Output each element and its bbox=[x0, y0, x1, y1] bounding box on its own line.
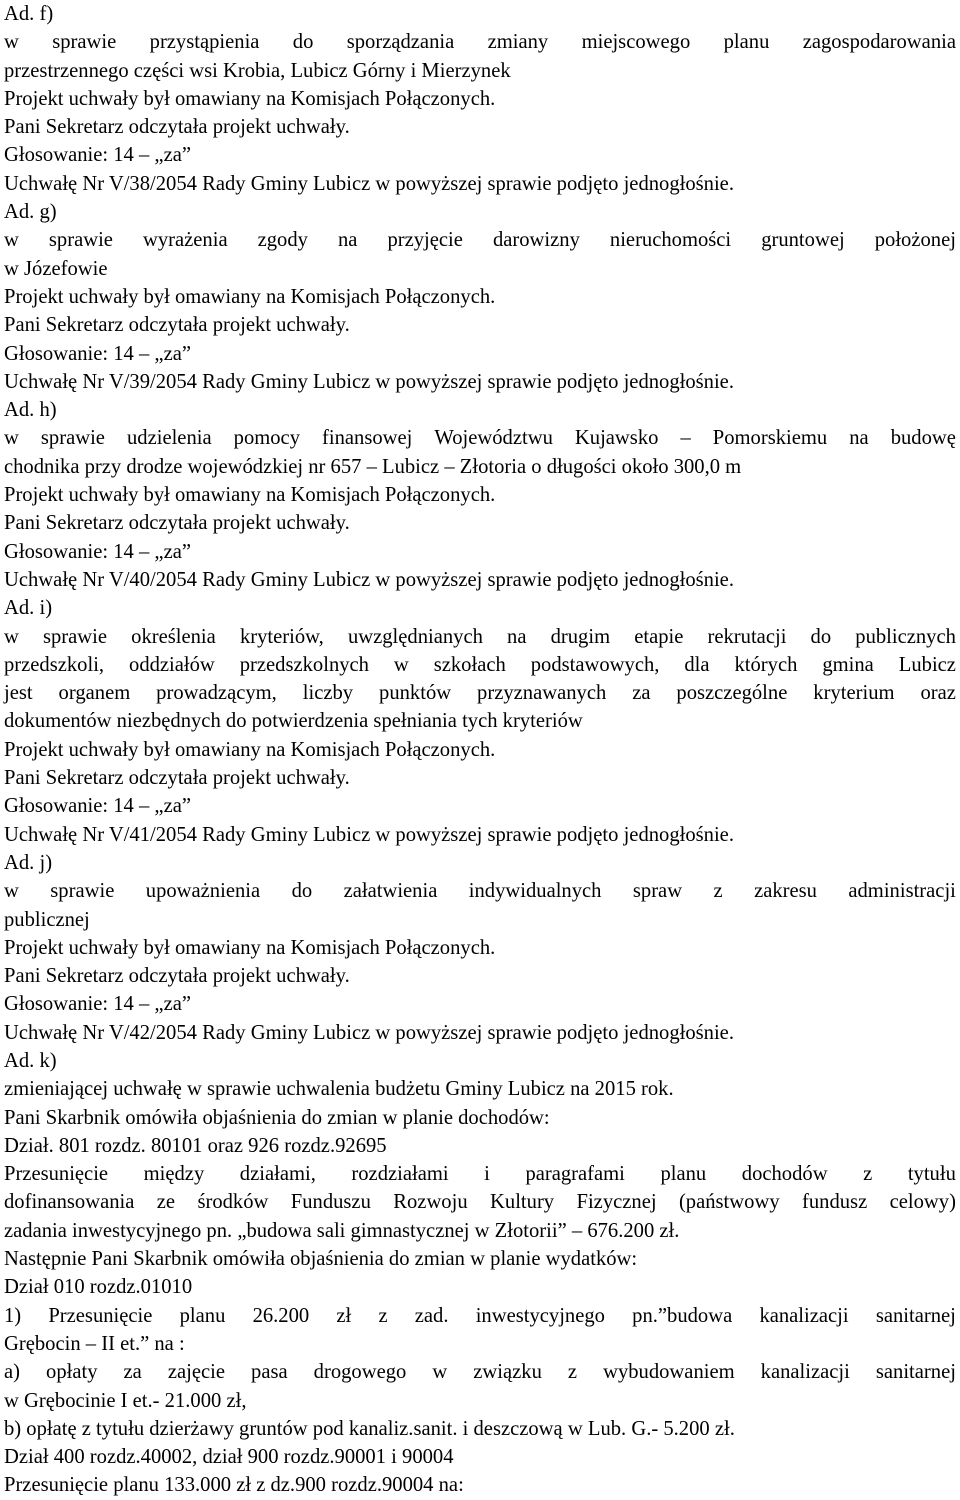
word: jest bbox=[4, 682, 33, 705]
word: w bbox=[4, 31, 19, 54]
word: określenia bbox=[131, 625, 216, 648]
agenda-item bbox=[4, 198, 956, 396]
word: 26.200 bbox=[252, 1304, 310, 1327]
agenda-item-title-line: publicznej bbox=[4, 908, 90, 931]
word: przystąpienia bbox=[149, 31, 260, 54]
word: publicznych bbox=[855, 625, 956, 648]
vote-result: Głosowanie: 14 – „za” bbox=[4, 144, 191, 167]
word: administracji bbox=[848, 880, 956, 903]
project-note: Projekt uchwały był omawiany na Komisjach Połączonych. bbox=[4, 285, 496, 308]
word: planu bbox=[723, 31, 770, 54]
word: prowadzącym, bbox=[156, 682, 277, 705]
agenda-item-title-line: chodnika przy drodze wojewódzkiej nr 657 – Lubicz – Złotoria o długości około 300,0 m bbox=[4, 455, 742, 478]
agenda-item bbox=[4, 0, 956, 198]
project-note: Projekt uchwały był omawiany na Komisjach Połączonych. bbox=[4, 738, 496, 761]
agenda-item bbox=[4, 849, 956, 1047]
vote-result: Głosowanie: 14 – „za” bbox=[4, 993, 191, 1016]
word: sprawie bbox=[43, 625, 108, 648]
word: w bbox=[4, 229, 19, 252]
project-note: Projekt uchwały był omawiany na Komisjach Połączonych. bbox=[4, 87, 496, 110]
word: finansowej bbox=[322, 427, 413, 450]
secretary-note: Pani Sekretarz odczytała projekt uchwały. bbox=[4, 314, 350, 337]
budget-text-line: Dział 010 rozdz.01010 bbox=[4, 1276, 193, 1299]
word: planu bbox=[179, 1304, 226, 1327]
vote-result: Głosowanie: 14 – „za” bbox=[4, 795, 191, 818]
budget-text-line bbox=[4, 1302, 956, 1330]
budget-text-line: zadania inwestycyjnego pn. „budowa sali gimnastycznej w Złotorii” – 676.200 zł. bbox=[4, 1219, 680, 1242]
budget-text-line: Grębocin – II et.” na : bbox=[4, 1332, 185, 1355]
word: przyznawanych bbox=[477, 682, 607, 705]
word: Województwu bbox=[434, 427, 553, 450]
word: oddziałów bbox=[129, 653, 215, 676]
word: z bbox=[863, 1163, 873, 1186]
word: gmina bbox=[822, 653, 874, 676]
word: drogowego bbox=[313, 1361, 407, 1384]
word: organem bbox=[58, 682, 131, 705]
budget-text-line: Dział. 801 rozdz. 80101 oraz 926 rozdz.92695 bbox=[4, 1134, 387, 1157]
word: zgody bbox=[257, 229, 308, 252]
secretary-note: Pani Sekretarz odczytała projekt uchwały. bbox=[4, 965, 350, 988]
agenda-item-title-line bbox=[4, 226, 956, 254]
word: rozdziałami bbox=[351, 1163, 449, 1186]
word: przedszkolnych bbox=[239, 653, 369, 676]
word: upoważnienia bbox=[145, 880, 261, 903]
word: na bbox=[507, 625, 527, 648]
budget-text-line: zmieniającej uchwałę w sprawie uchwalenia budżetu Gminy Lubicz na 2015 rok. bbox=[4, 1078, 674, 1101]
agenda-item-title-line bbox=[4, 651, 956, 679]
word: do bbox=[810, 625, 832, 648]
word: przedszkoli, bbox=[4, 653, 105, 676]
word: tytułu bbox=[907, 1163, 956, 1186]
budget-text-line bbox=[4, 1358, 956, 1386]
word: podstawowych, bbox=[530, 653, 660, 676]
agenda-item-title-line bbox=[4, 28, 956, 56]
budget-amendment-section bbox=[4, 1047, 956, 1500]
project-note: Projekt uchwały był omawiany na Komisjach Połączonych. bbox=[4, 936, 496, 959]
word: dofinansowania bbox=[4, 1191, 135, 1214]
word: dla bbox=[684, 653, 710, 676]
word: z bbox=[713, 880, 723, 903]
resolution-line: Uchwałę Nr V/38/2054 Rady Gminy Lubicz w powyższej sprawie podjęto jednogłośnie. bbox=[4, 172, 734, 195]
budget-text-line: Dział 400 rozdz.40002, dział 900 rozdz.90001 i 90004 bbox=[4, 1446, 454, 1469]
word: planu bbox=[660, 1163, 707, 1186]
agenda-item-title-line bbox=[4, 623, 956, 651]
word: Pomorskiemu bbox=[712, 427, 828, 450]
word: 1) bbox=[4, 1304, 22, 1327]
agenda-item-title-line: dokumentów niezbędnych do potwierdzenia spełniania tych kryteriów bbox=[4, 710, 583, 733]
word: w bbox=[4, 427, 19, 450]
word: za bbox=[632, 682, 651, 705]
word: pomocy bbox=[233, 427, 300, 450]
vote-result: Głosowanie: 14 – „za” bbox=[4, 342, 191, 365]
agenda-item bbox=[4, 594, 956, 849]
word: zad. bbox=[414, 1304, 449, 1327]
word: z bbox=[567, 1361, 578, 1384]
word: Lubicz bbox=[898, 653, 956, 676]
word: przyjęcie bbox=[387, 229, 463, 252]
word: zakresu bbox=[754, 880, 817, 903]
resolution-line: Uchwałę Nr V/42/2054 Rady Gminy Lubicz w powyższej sprawie podjęto jednogłośnie. bbox=[4, 1021, 734, 1044]
document-page bbox=[4, 0, 956, 1500]
word: darowizny bbox=[492, 229, 580, 252]
word: w bbox=[4, 880, 19, 903]
word: miejscowego bbox=[581, 31, 691, 54]
word: spraw bbox=[632, 880, 683, 903]
word: na bbox=[337, 229, 358, 252]
word: Przesunięcie bbox=[48, 1304, 153, 1327]
word: sprawie bbox=[52, 31, 117, 54]
project-note: Projekt uchwały był omawiany na Komisjach Połączonych. bbox=[4, 484, 496, 507]
budget-text-line: w Grębocinie I et.- 21.000 zł, bbox=[4, 1389, 247, 1412]
secretary-note: Pani Sekretarz odczytała projekt uchwały. bbox=[4, 512, 350, 535]
word: kanalizacji bbox=[760, 1361, 850, 1384]
agenda-item-heading: Ad. k) bbox=[4, 1049, 57, 1072]
agenda-item-heading: Ad. i) bbox=[4, 597, 53, 620]
word: (państwowy bbox=[678, 1191, 780, 1214]
word: – bbox=[680, 427, 691, 450]
word: rekrutacji bbox=[707, 625, 787, 648]
budget-text-line: Następnie Pani Skarbnik omówiła objaśnienia do zmian w planie wydatków: bbox=[4, 1248, 638, 1271]
word: w bbox=[4, 625, 19, 648]
word: paragrafami bbox=[525, 1163, 625, 1186]
word: wybudowaniem bbox=[603, 1361, 735, 1384]
agenda-item-title-line bbox=[4, 877, 956, 905]
budget-text-line: Pani Skarbnik omówiła objaśnienia do zmian w planie dochodów: bbox=[4, 1106, 550, 1129]
word: związku bbox=[473, 1361, 542, 1384]
word: opłaty bbox=[46, 1361, 98, 1384]
word: kryteriów, bbox=[239, 625, 324, 648]
agenda-item-title-line: przestrzennego części wsi Krobia, Lubicz Górny i Mierzynek bbox=[4, 59, 511, 82]
word: gruntowej bbox=[761, 229, 845, 252]
word: poszczególne bbox=[676, 682, 788, 705]
secretary-note: Pani Sekretarz odczytała projekt uchwały. bbox=[4, 116, 350, 139]
word: udzielenia bbox=[126, 427, 212, 450]
word: zagospodarowania bbox=[802, 31, 956, 54]
word: działami, bbox=[239, 1163, 316, 1186]
word: do bbox=[291, 880, 313, 903]
word: za bbox=[123, 1361, 142, 1384]
word: indywidualnych bbox=[468, 880, 602, 903]
word: ze bbox=[156, 1191, 176, 1214]
word: wyrażenia bbox=[142, 229, 228, 252]
word: a) bbox=[4, 1361, 20, 1384]
word: sprawie bbox=[48, 229, 113, 252]
word: Kultury bbox=[490, 1191, 555, 1214]
agenda-item-heading: Ad. h) bbox=[4, 399, 57, 422]
resolution-line: Uchwałę Nr V/41/2054 Rady Gminy Lubicz w powyższej sprawie podjęto jednogłośnie. bbox=[4, 823, 734, 846]
word: drugim bbox=[550, 625, 611, 648]
word: etapie bbox=[634, 625, 684, 648]
word: Przesunięcie bbox=[4, 1163, 109, 1186]
vote-result: Głosowanie: 14 – „za” bbox=[4, 540, 191, 563]
agenda-item-title-line bbox=[4, 424, 956, 452]
word: pn.”budowa bbox=[632, 1304, 733, 1327]
budget-text-line bbox=[4, 1160, 956, 1188]
agenda-item-heading: Ad. f) bbox=[4, 3, 54, 25]
agenda-item-title-line bbox=[4, 679, 956, 707]
agenda-item-heading: Ad. g) bbox=[4, 201, 57, 224]
word: sporządzania bbox=[346, 31, 455, 54]
budget-text-line: b) opłatę z tytułu dzierżawy gruntów pod kanaliz.sanit. i deszczową w Lub. G.- 5.200 zł. bbox=[4, 1417, 735, 1440]
word: na bbox=[849, 427, 869, 450]
budget-text-line bbox=[4, 1188, 956, 1216]
word: szkołach bbox=[433, 653, 506, 676]
word: sprawie bbox=[40, 427, 105, 450]
word: których bbox=[734, 653, 798, 676]
word: zajęcie bbox=[167, 1361, 226, 1384]
word: dochodów bbox=[741, 1163, 828, 1186]
word: nieruchomości bbox=[609, 229, 732, 252]
word: fundusz bbox=[802, 1191, 868, 1214]
word: w bbox=[432, 1361, 448, 1384]
word: między bbox=[143, 1163, 205, 1186]
word: w bbox=[393, 653, 409, 676]
resolution-line: Uchwałę Nr V/40/2054 Rady Gminy Lubicz w powyższej sprawie podjęto jednogłośnie. bbox=[4, 568, 734, 591]
word: Rozwoju bbox=[393, 1191, 468, 1214]
resolution-line: Uchwałę Nr V/39/2054 Rady Gminy Lubicz w powyższej sprawie podjęto jednogłośnie. bbox=[4, 370, 734, 393]
word: liczby bbox=[302, 682, 354, 705]
word: i bbox=[484, 1163, 490, 1186]
word: pasa bbox=[251, 1361, 288, 1384]
secretary-note: Pani Sekretarz odczytała projekt uchwały. bbox=[4, 767, 350, 790]
word: oraz bbox=[920, 682, 956, 705]
word: kanalizacji bbox=[759, 1304, 849, 1327]
agenda-item bbox=[4, 396, 956, 594]
word: zł bbox=[336, 1304, 352, 1327]
agenda-item-title-line: w Józefowie bbox=[4, 257, 108, 280]
word: sanitarnej bbox=[875, 1304, 956, 1327]
word: Funduszu bbox=[290, 1191, 371, 1214]
budget-text-line: Przesunięcie planu 133.000 zł z dz.900 rozdz.90004 na: bbox=[4, 1474, 464, 1497]
word: do bbox=[292, 31, 314, 54]
word: inwestycyjnego bbox=[475, 1304, 605, 1327]
word: Kujawsko bbox=[574, 427, 659, 450]
word: Fizycznej bbox=[576, 1191, 657, 1214]
word: budowę bbox=[890, 427, 956, 450]
word: położonej bbox=[874, 229, 956, 252]
word: kryterium bbox=[813, 682, 895, 705]
word: z bbox=[378, 1304, 388, 1327]
word: sanitarnej bbox=[875, 1361, 956, 1384]
word: środków bbox=[197, 1191, 269, 1214]
word: zmiany bbox=[487, 31, 549, 54]
word: celowy) bbox=[889, 1191, 956, 1214]
word: załatwienia bbox=[343, 880, 438, 903]
agenda-item-heading: Ad. j) bbox=[4, 851, 53, 874]
word: punktów bbox=[379, 682, 452, 705]
word: uwzględnianych bbox=[347, 625, 483, 648]
word: sprawie bbox=[50, 880, 115, 903]
